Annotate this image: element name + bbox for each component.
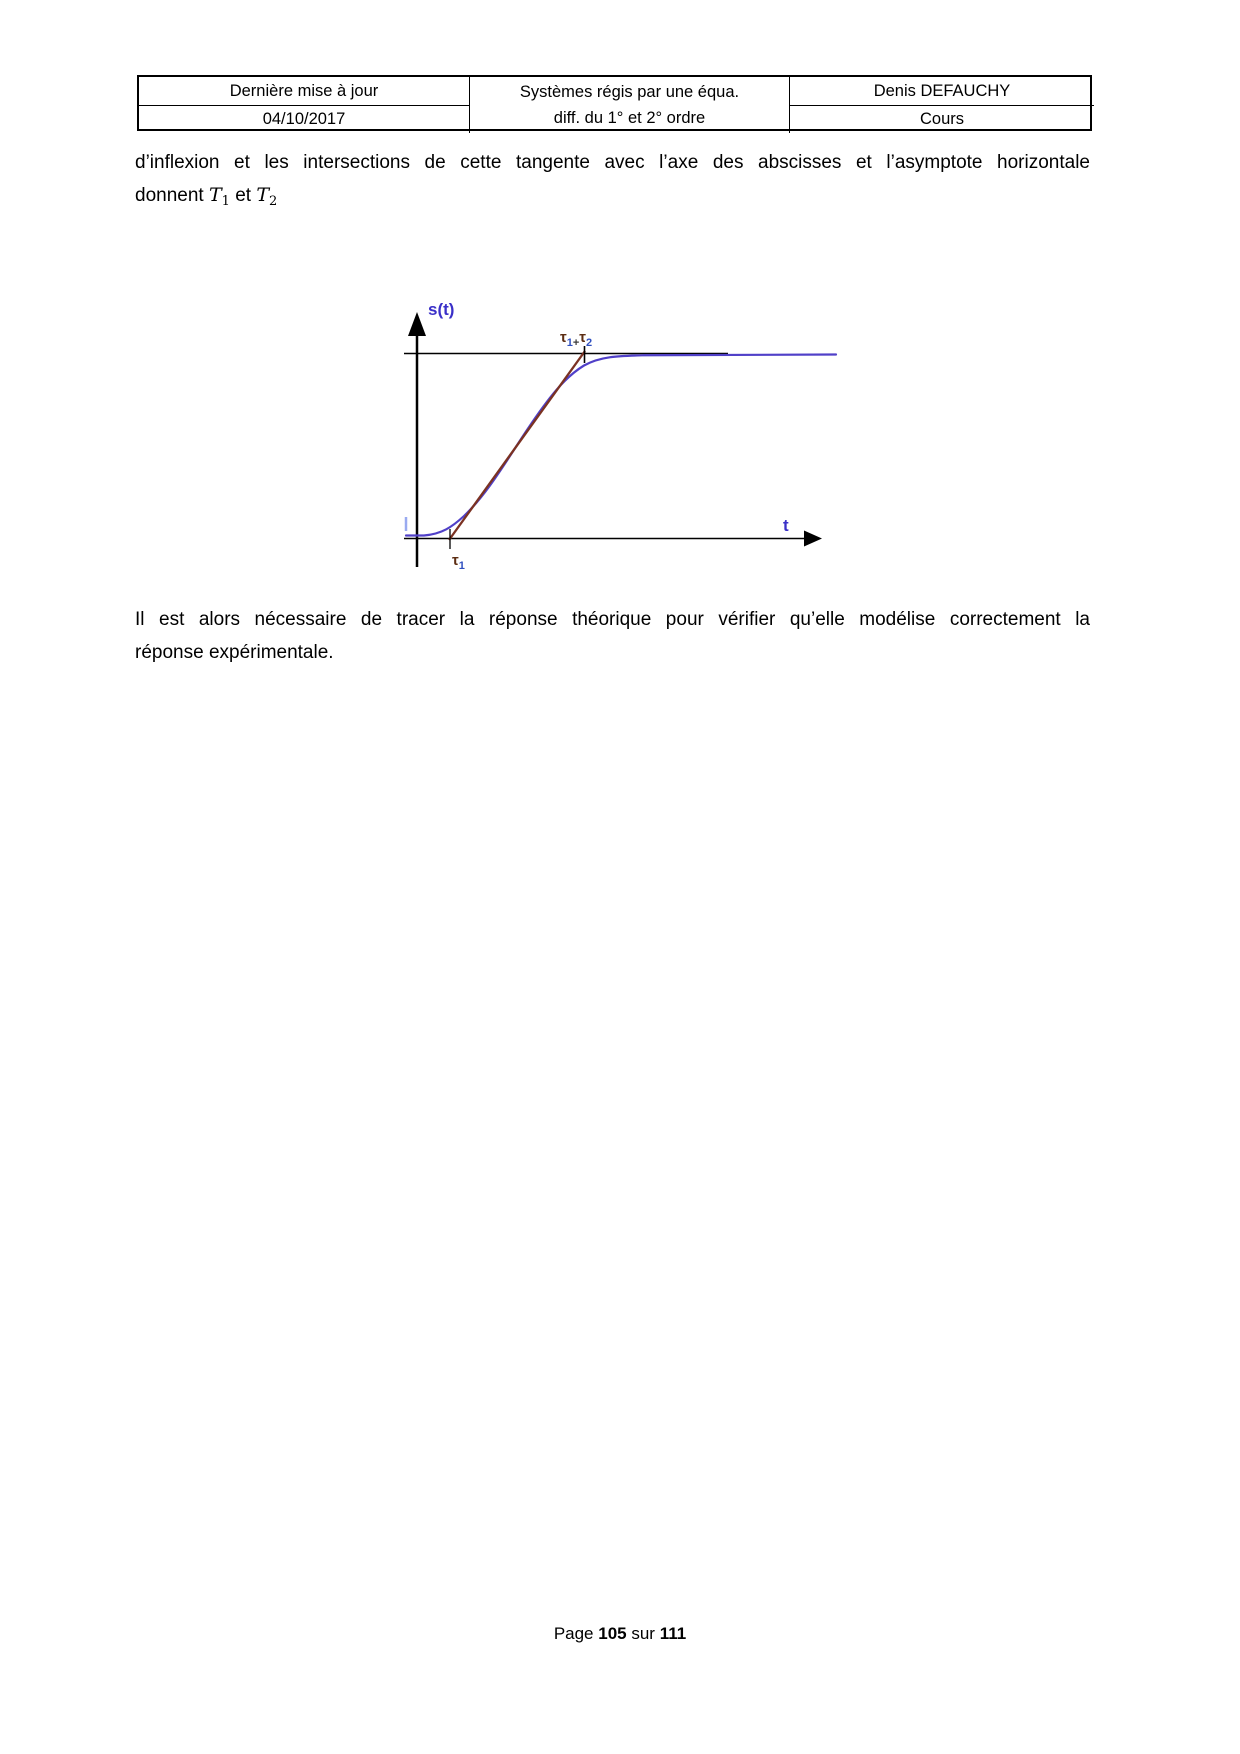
math-T1-symbol: T: [208, 184, 222, 206]
plus-sign: +: [572, 337, 580, 349]
tau1-plus-tau2-label: [560, 329, 592, 349]
paragraph-inflexion-line2: [135, 179, 1090, 218]
inflexion-tangent-line: [449, 351, 585, 540]
header-course-title-line1: Systèmes régis par une équa.: [519, 83, 740, 101]
math-T2-symbol: T: [256, 184, 270, 206]
s-axis-arrow-icon: [408, 312, 426, 336]
footer-current-page: 105: [598, 1624, 627, 1643]
paragraph-conclusion-line1: Il est alors nécessaire de tracer la réponse théorique pour vérifier qu’elle modélise correctement la: [135, 609, 1090, 630]
paragraph-conclusion: [135, 603, 1090, 669]
tau1-label: [452, 552, 465, 572]
p1-line2-middle: et: [229, 185, 257, 206]
header-last-update-date: 04/10/2017: [139, 106, 470, 133]
math-T2-subscript: 2: [269, 194, 278, 209]
tau2-symbol: τ: [579, 329, 586, 346]
response-figure-svg: [350, 255, 870, 585]
header-table: [137, 75, 1092, 131]
header-course-title: [470, 77, 790, 133]
footer-prefix: Page: [553, 1624, 599, 1643]
math-T1-subscript: 1: [221, 194, 230, 209]
footer-total-pages: 111: [659, 1624, 687, 1643]
header-author: Denis DEFAUCHY: [790, 77, 1094, 106]
tau1-label-symbol: τ: [452, 552, 459, 569]
paragraph-conclusion-line2: réponse expérimentale.: [135, 642, 334, 663]
tau1-subscript: 1: [566, 337, 573, 349]
t-axis-arrow-icon: [804, 531, 822, 547]
header-last-update-label: Dernière mise à jour: [139, 77, 470, 106]
page-footer: [0, 1624, 1240, 1644]
y-axis-label: s(t): [428, 300, 455, 319]
footer-middle: sur: [626, 1624, 660, 1643]
tau2-subscript: 2: [585, 337, 593, 349]
tau1-symbol: τ: [560, 329, 567, 346]
x-axis-label: t: [783, 516, 789, 535]
p1-line2-prefix: donnent: [135, 185, 209, 206]
paragraph-inflexion-line1: d’inflexion et les intersections de cette tangente avec l’axe des abscisses et l’asymptote horizontale: [135, 152, 1090, 173]
header-course-title-line2: diff. du 1° et 2° ordre: [553, 109, 706, 127]
tau1-label-subscript: 1: [458, 560, 465, 572]
paragraph-inflexion: [135, 146, 1090, 218]
response-figure: [350, 255, 870, 585]
header-doc-type: Cours: [919, 110, 964, 128]
